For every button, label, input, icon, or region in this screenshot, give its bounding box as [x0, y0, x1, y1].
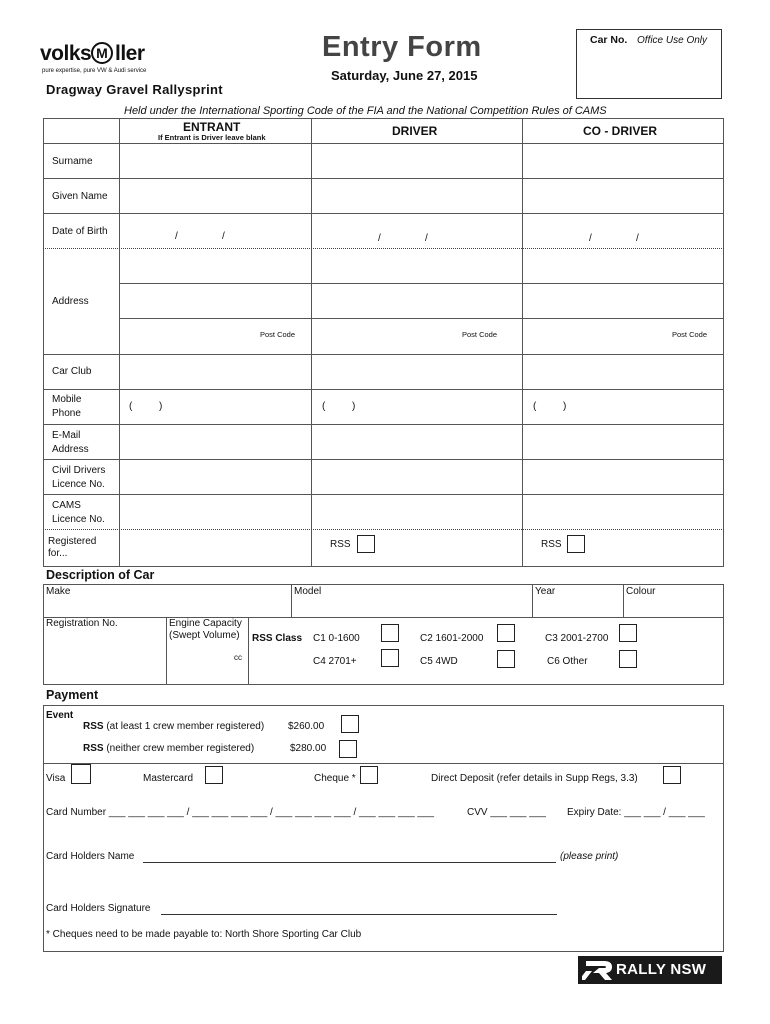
card-number-field[interactable]: Card Number ___ ___ ___ ___ / ___ ___ ___ ___ / ___ ___ ___ ___ / ___ ___ ___ ___	[46, 807, 435, 818]
class-c1-label: C1 0-1600	[313, 633, 360, 644]
cheque-label: Cheque *	[314, 773, 356, 784]
class-c4-checkbox[interactable]	[381, 649, 399, 667]
class-c5-label: C5 4WD	[420, 656, 458, 667]
col-header-entrant-note: If Entrant is Driver leave blank	[158, 133, 266, 142]
brand-name-left: volks	[40, 42, 92, 65]
cvv-field[interactable]: CVV ___ ___ ___	[467, 807, 546, 818]
rally-nsw-text: RALLY NSW	[616, 961, 707, 978]
direct-deposit-checkbox[interactable]	[663, 766, 681, 784]
dob-sep-codriver-1: /	[589, 233, 592, 244]
office-use-label: Office Use Only	[637, 35, 708, 46]
mastercard-checkbox[interactable]	[205, 766, 223, 784]
visa-checkbox[interactable]	[71, 764, 91, 784]
brand-name-right: ller	[115, 42, 145, 65]
rss-label-driver: RSS	[330, 539, 351, 550]
row-label-car-club: Car Club	[52, 366, 92, 377]
card-holder-name-label: Card Holders Name	[46, 851, 135, 862]
dob-sep-entrant-2: /	[222, 231, 225, 242]
class-c5-checkbox[interactable]	[497, 650, 515, 668]
brand-m-circle-icon: M	[91, 42, 113, 64]
visa-label: Visa	[46, 773, 66, 784]
car-section-heading: Description of Car	[46, 568, 155, 582]
car-colour-label: Colour	[626, 586, 656, 597]
car-model-label: Model	[294, 586, 322, 597]
payment-option-1-bold: RSS	[83, 721, 104, 732]
row-label-email: E-Mail	[52, 430, 81, 441]
row-label-address: Address	[52, 296, 89, 307]
col-header-co-driver: CO - DRIVER	[583, 124, 658, 138]
payment-option-1-text: (at least 1 crew member registered)	[103, 721, 265, 732]
row-label-email-address: Address	[52, 444, 89, 455]
payment-option-1-checkbox[interactable]	[341, 715, 359, 733]
cheque-note: * Cheques need to be made payable to: North Shore Sporting Car Club	[46, 929, 362, 940]
phone-open-driver: (	[322, 401, 326, 412]
row-label-registered-for: for...	[48, 548, 68, 559]
rss-class-label: RSS Class	[252, 633, 303, 644]
payment-option-2-price: $280.00	[290, 743, 327, 754]
class-c4-label: C4 2701+	[313, 656, 357, 667]
please-print-label: (please print)	[560, 851, 619, 862]
payment-option-2	[83, 743, 254, 754]
rally-nsw-logo	[578, 956, 722, 984]
card-holder-signature-label: Card Holders Signature	[46, 903, 151, 914]
cheque-checkbox[interactable]	[360, 766, 378, 784]
col-header-driver: DRIVER	[392, 124, 438, 138]
class-c6-checkbox[interactable]	[619, 650, 637, 668]
class-c3-checkbox[interactable]	[619, 624, 637, 642]
car-no-label: Car No.	[590, 34, 628, 46]
payment-option-1	[83, 721, 264, 732]
postcode-label-driver: Post Code	[462, 330, 498, 339]
rss-checkbox-driver[interactable]	[357, 535, 375, 553]
row-label-dob: Date of Birth	[52, 226, 108, 237]
row-label-surname: Surname	[52, 156, 93, 167]
phone-close-driver: )	[352, 401, 356, 412]
event-date: Saturday, June 27, 2015	[331, 68, 478, 83]
postcode-label-codriver: Post Code	[672, 330, 708, 339]
payment-option-2-bold: RSS	[83, 743, 104, 754]
payment-option-2-checkbox[interactable]	[339, 740, 357, 758]
volksmuller-logo	[40, 42, 165, 78]
card-holder-name-line[interactable]	[143, 862, 556, 863]
swept-volume-label: (Swept Volume)	[169, 630, 240, 641]
brand-tagline: pure expertise, pure VW & Audi service	[42, 68, 147, 74]
event-name: Dragway Gravel Rallysprint	[46, 82, 223, 97]
class-c6-label: C6 Other	[547, 656, 588, 667]
dob-sep-codriver-2: /	[636, 233, 639, 244]
row-label-registered: Registered	[48, 536, 97, 547]
row-label-given-name: Given Name	[52, 191, 108, 202]
dob-sep-driver-2: /	[425, 233, 428, 244]
card-holder-signature-line[interactable]	[161, 914, 557, 915]
phone-open-codriver: (	[533, 401, 537, 412]
car-registration-label: Registration No.	[46, 618, 118, 629]
expiry-field[interactable]: Expiry Date: ___ ___ / ___ ___	[567, 807, 705, 818]
entry-table	[43, 118, 724, 567]
engine-capacity-label: Engine Capacity	[169, 618, 242, 629]
row-label-mobile: Mobile	[52, 394, 82, 405]
row-label-cams: CAMS	[52, 500, 81, 511]
col-divider-1	[119, 118, 120, 567]
phone-open-entrant: (	[129, 401, 133, 412]
direct-deposit-label: Direct Deposit (refer details in Supp Regs, 3.3)	[431, 773, 638, 784]
row-label-phone: Phone	[52, 408, 81, 419]
payment-event-label: Event	[46, 710, 74, 721]
row-label-civil-drivers: Civil Drivers	[52, 465, 106, 476]
col-header-entrant: ENTRANT	[183, 120, 241, 134]
class-c1-checkbox[interactable]	[381, 624, 399, 642]
held-under-text: Held under the International Sporting Code of the FIA and the National Competition Rules of CAMS	[124, 105, 607, 117]
class-c3-label: C3 2001-2700	[545, 633, 609, 644]
dob-sep-driver-1: /	[378, 233, 381, 244]
row-label-cams-licence: Licence No.	[52, 514, 105, 525]
class-c2-checkbox[interactable]	[497, 624, 515, 642]
page-title: Entry Form	[322, 31, 482, 63]
class-c2-label: C2 1601-2000	[420, 633, 484, 644]
rally-r-icon	[582, 956, 618, 984]
col-divider-3	[522, 118, 523, 567]
car-year-label: Year	[535, 586, 556, 597]
car-make-label: Make	[46, 586, 71, 597]
phone-close-entrant: )	[159, 401, 163, 412]
rss-checkbox-codriver[interactable]	[567, 535, 585, 553]
phone-close-codriver: )	[563, 401, 567, 412]
row-label-civil-licence: Licence No.	[52, 479, 105, 490]
mastercard-label: Mastercard	[143, 773, 194, 784]
rss-label-codriver: RSS	[541, 539, 562, 550]
payment-option-1-price: $260.00	[288, 721, 325, 732]
col-divider-2	[311, 118, 312, 567]
cc-label: cc	[234, 653, 242, 662]
dob-sep-entrant-1: /	[175, 231, 178, 242]
postcode-label-entrant: Post Code	[260, 330, 296, 339]
payment-section-heading: Payment	[46, 688, 99, 702]
payment-option-2-text: (neither crew member registered)	[103, 743, 255, 754]
